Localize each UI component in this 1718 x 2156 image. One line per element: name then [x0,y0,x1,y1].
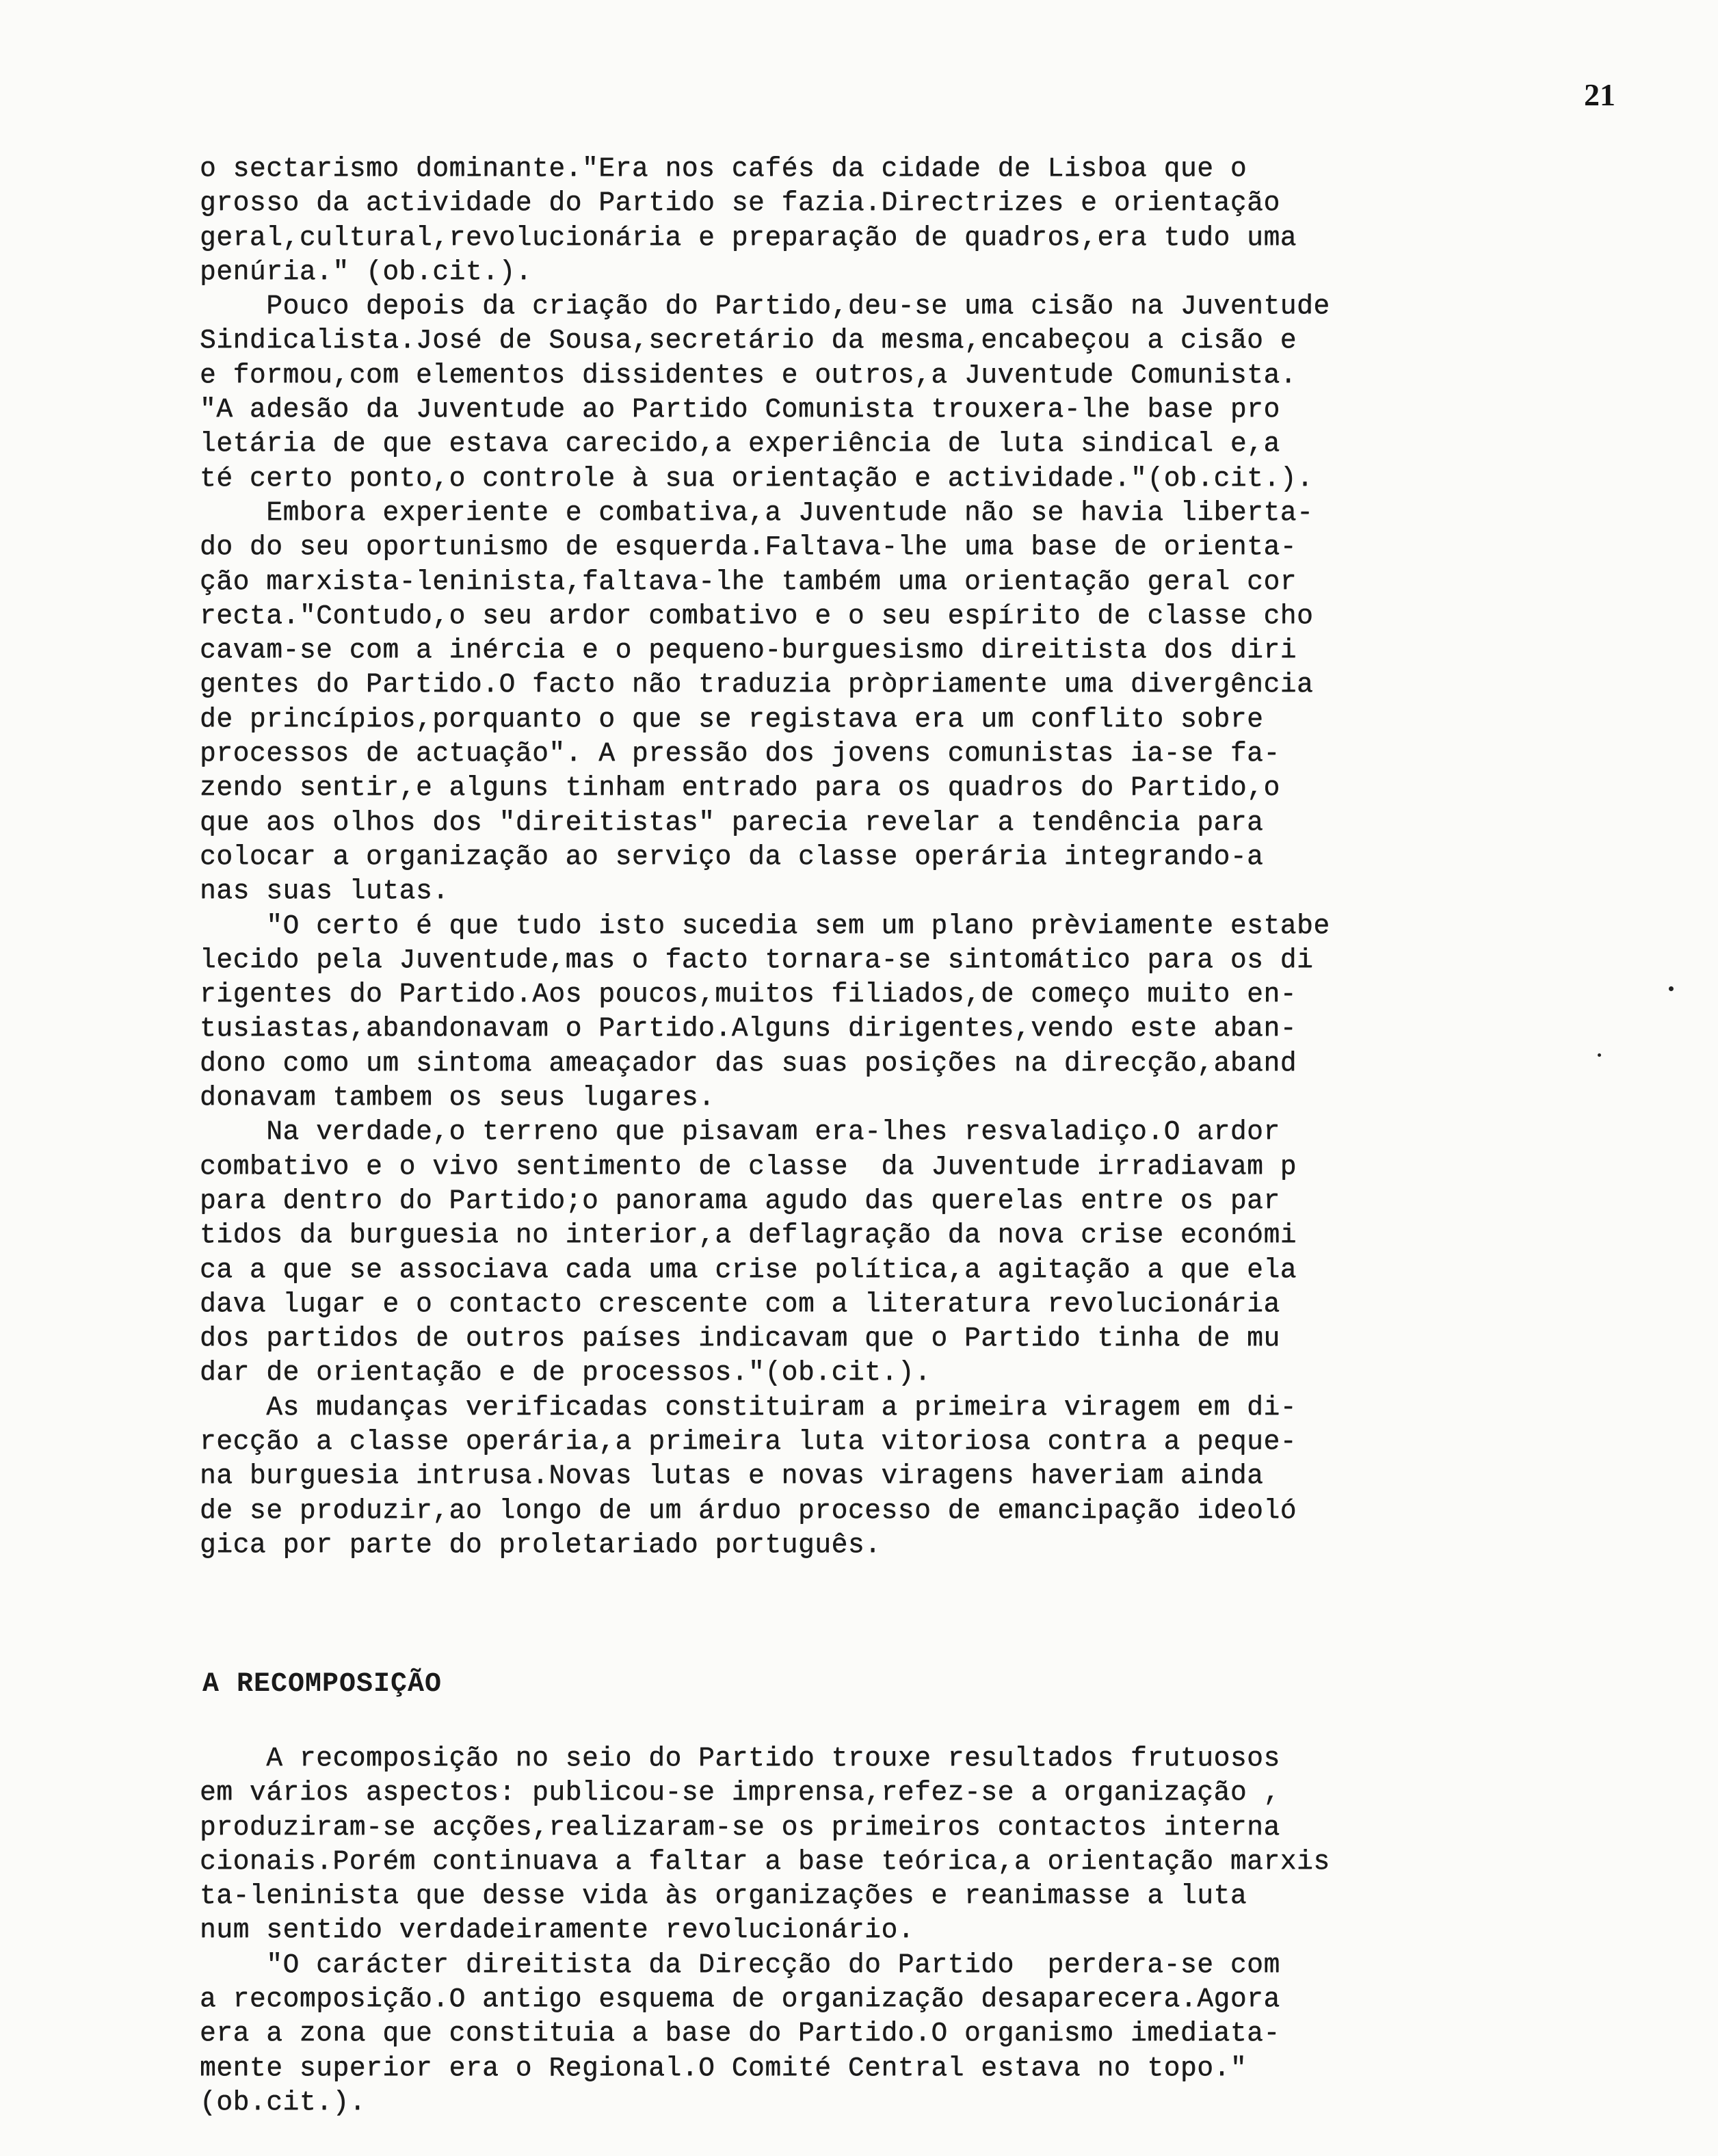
text-line: dava lugar e o contacto crescente com a literatura revolucionária [200,1288,1280,1319]
text-line: recção a classe operária,a primeira luta vitoriosa contra a peque- [200,1425,1297,1457]
text-line: e formou,com elementos dissidentes e outros,a Juventude Comunista. [200,359,1297,391]
text-line: penúria." (ob.cit.). [200,256,533,287]
text-line: em vários aspectos: publicou-se imprensa,refez-se a organização , [200,1777,1280,1809]
text-line: ção marxista-leninista,faltava-lhe também uma orientação geral cor [200,566,1297,597]
text-line: de se produzir,ao longo de um árduo processo de emancipação ideoló [200,1495,1297,1526]
text-line: a recomposição.O antigo esquema de organização desaparecera.Agora [200,1984,1280,2015]
text-line: "O carácter direitista da Direcção do Partido perdera-se com [200,1949,1280,1980]
body-text-block-1 [200,152,1571,1562]
text-line: combativo e o vivo sentimento de classe da Juventude irradiavam p [200,1151,1297,1182]
text-line: produziram-se acções,realizaram-se os primeiros contactos interna [200,1811,1280,1843]
text-line: tusiastas,abandonavam o Partido.Alguns dirigentes,vendo este aban- [200,1013,1297,1044]
text-line: Na verdade,o terreno que pisavam era-lhes resvaladiço.O ardor [200,1116,1280,1148]
text-line: ta-leninista que desse vida às organizações e reanimasse a luta [200,1880,1247,1912]
text-line: tidos da burguesia no interior,a deflagração da nova crise económi [200,1220,1297,1251]
text-line: gica por parte do proletariado português. [200,1529,882,1560]
text-line: dar de orientação e de processos."(ob.cit.). [200,1357,931,1389]
text-line: zendo sentir,e alguns tinham entrado para os quadros do Partido,o [200,772,1280,804]
text-line: A recomposição no seio do Partido trouxe resultados frutuosos [200,1743,1280,1774]
text-line: cavam-se com a inércia e o pequeno-burguesismo direitista dos diri [200,635,1297,666]
text-line: rigentes do Partido.Aos poucos,muitos filiados,de começo muito en- [200,979,1297,1010]
text-line: era a zona que constituia a base do Partido.O organismo imediata- [200,2018,1280,2049]
text-line: donavam tambem os seus lugares. [200,1082,715,1114]
text-line: dono como um sintoma ameaçador das suas posições na direcção,aband [200,1047,1297,1079]
text-line: mente superior era o Regional.O Comité Central estava no topo." [200,2052,1247,2083]
text-line: o sectarismo dominante."Era nos cafés da cidade de Lisboa que o [200,153,1247,184]
text-line: gentes do Partido.O facto não traduzia pròpriamente uma divergência [200,669,1314,700]
text-line: "A adesão da Juventude ao Partido Comunista trouxera-lhe base pro [200,394,1280,425]
text-line: processos de actuação". A pressão dos jovens comunistas ia-se fa- [200,738,1280,770]
text-line: dos partidos de outros países indicavam que o Partido tinha de mu [200,1323,1280,1354]
text-line: geral,cultural,revolucionária e preparação de quadros,era tudo uma [200,222,1297,253]
text-line: As mudanças verificadas constituiram a primeira viragem em di- [200,1391,1297,1423]
text-line: (ob.cit.). [200,2086,367,2118]
text-line: de princípios,porquanto o que se registava era um conflito sobre [200,703,1264,735]
text-line: Sindicalista.José de Sousa,secretário da mesma,encabeçou a cisão e [200,325,1297,356]
text-line: lecido pela Juventude,mas o facto tornara-se sintomático para os di [200,944,1314,975]
text-line: que aos olhos dos "direitistas" parecia revelar a tendência para [200,806,1264,838]
text-line: para dentro do Partido;o panorama agudo das querelas entre os par [200,1185,1280,1216]
text-line: Embora experiente e combativa,a Juventude não se havia liberta- [200,497,1314,528]
text-line: cionais.Porém continuava a faltar a base teórica,a orientação marxis [200,1845,1330,1877]
text-line: recta."Contudo,o seu ardor combativo e o seu espírito de classe cho [200,600,1314,631]
ink-speck [1669,986,1674,991]
text-line: num sentido verdadeiramente revolucionário. [200,1915,915,1946]
body-text-block-2 [200,1741,1571,2120]
page-number: 21 [1584,77,1615,112]
text-line: nas suas lutas. [200,876,449,907]
text-line: do do seu oportunismo de esquerda.Faltava-lhe uma base de orienta- [200,531,1297,563]
section-heading: A RECOMPOSIÇÃO [202,1669,442,1700]
ink-speck [1598,1053,1601,1057]
text-line: grosso da actividade do Partido se fazia.Directrizes e orientação [200,187,1280,219]
text-line: ca a que se associava cada uma crise política,a agitação a que ela [200,1254,1297,1285]
text-line: Pouco depois da criação do Partido,deu-se uma cisão na Juventude [200,291,1330,322]
text-line: colocar a organização ao serviço da classe operária integrando-a [200,841,1264,872]
text-line: na burguesia intrusa.Novas lutas e novas viragens haveriam ainda [200,1460,1264,1492]
text-line: "O certo é que tudo isto sucedia sem um plano prèviamente estabe [200,910,1330,941]
text-line: té certo ponto,o controle à sua orientação e actividade."(ob.cit.). [200,462,1314,494]
text-line: letária de que estava carecido,a experiência de luta sindical e,a [200,428,1280,460]
